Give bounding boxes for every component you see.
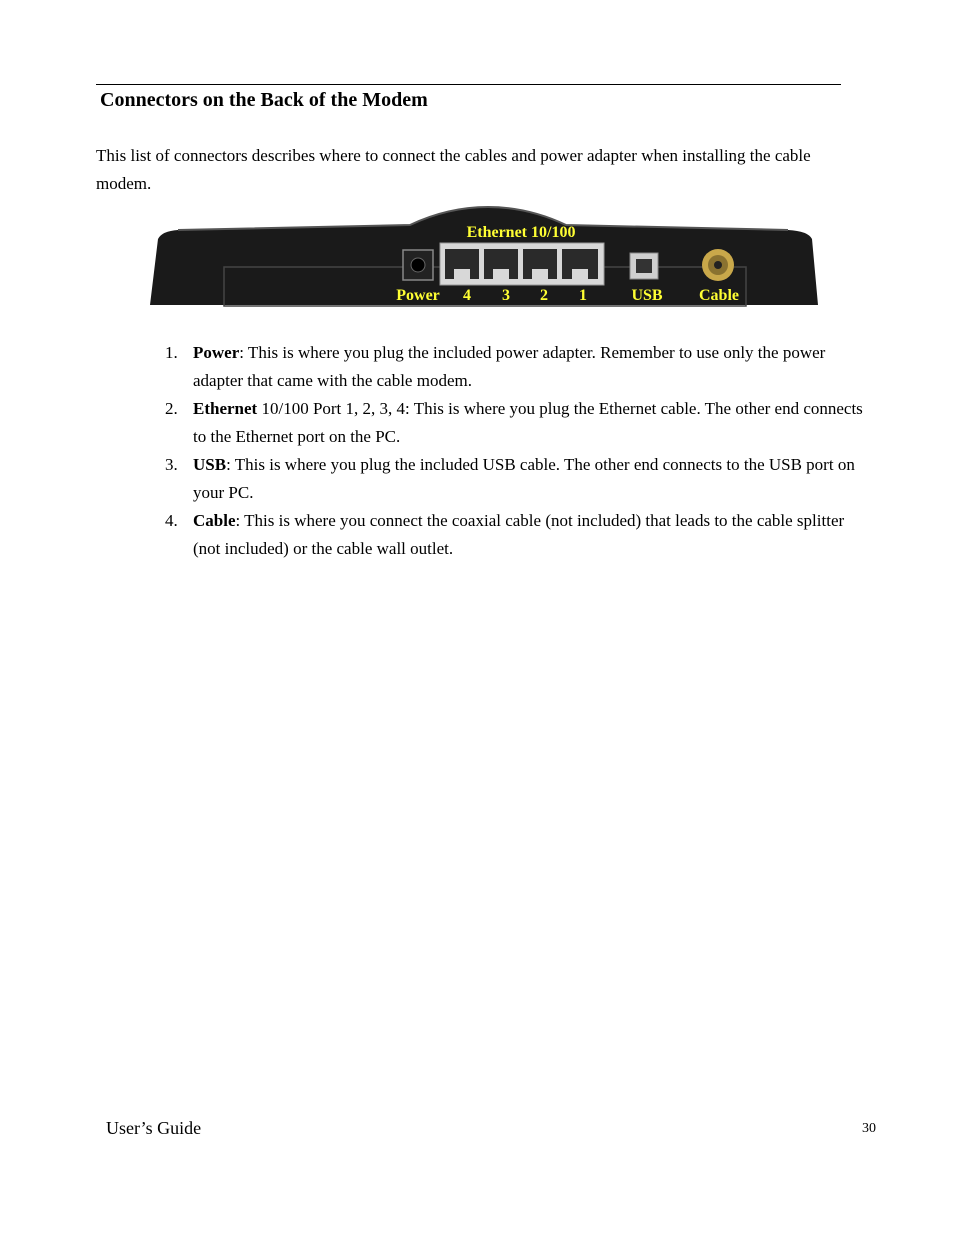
label-port-3: 3	[502, 287, 510, 304]
list-item	[165, 339, 875, 395]
list-text: : This is where you plug the included USB cable. The other end connects to the USB port on your PC.	[193, 455, 855, 502]
label-ethernet: Ethernet 10/100	[466, 224, 576, 241]
list-number: 1.	[165, 343, 178, 362]
label-port-2: 2	[540, 287, 548, 304]
list-item	[165, 451, 875, 507]
coax-connector-icon	[702, 249, 734, 281]
ethernet-ports-icon	[440, 243, 604, 285]
list-term: Power	[193, 343, 240, 362]
section-heading: Connectors on the Back of the Modem	[100, 89, 428, 111]
label-port-4: 4	[463, 287, 471, 304]
list-text: : This is where you plug the included power adapter. Remember to use only the power adapter that came with the cable modem.	[193, 343, 826, 390]
label-port-1: 1	[579, 287, 587, 304]
list-term: USB	[193, 455, 227, 474]
list-term: Cable	[193, 511, 236, 530]
footer-title: User’s Guide	[106, 1118, 202, 1138]
label-cable: Cable	[699, 287, 739, 304]
list-text: 10/100 Port 1, 2, 3, 4: This is where you plug the Ethernet cable. The other end connects to the Ethernet port on the PC.	[193, 399, 863, 446]
list-number: 2.	[165, 399, 178, 418]
label-usb: USB	[631, 287, 663, 304]
modem-back-panel-figure	[148, 203, 820, 308]
list-term: Ethernet	[193, 399, 258, 418]
usb-port-icon	[630, 253, 658, 279]
connector-list	[165, 339, 875, 563]
list-number: 4.	[165, 511, 178, 530]
header-rule	[96, 84, 841, 85]
label-power: Power	[396, 287, 440, 304]
list-item	[165, 395, 875, 451]
page-number: 30	[862, 1121, 876, 1136]
list-item	[165, 507, 875, 563]
power-jack-icon	[403, 250, 433, 280]
list-number: 3.	[165, 455, 178, 474]
intro-paragraph: This list of connectors describes where to connect the cables and power adapter when installing the cable modem.	[96, 146, 811, 193]
list-text: : This is where you connect the coaxial cable (not included) that leads to the cable splitter (not included) or the cable wall outlet.	[193, 511, 845, 558]
